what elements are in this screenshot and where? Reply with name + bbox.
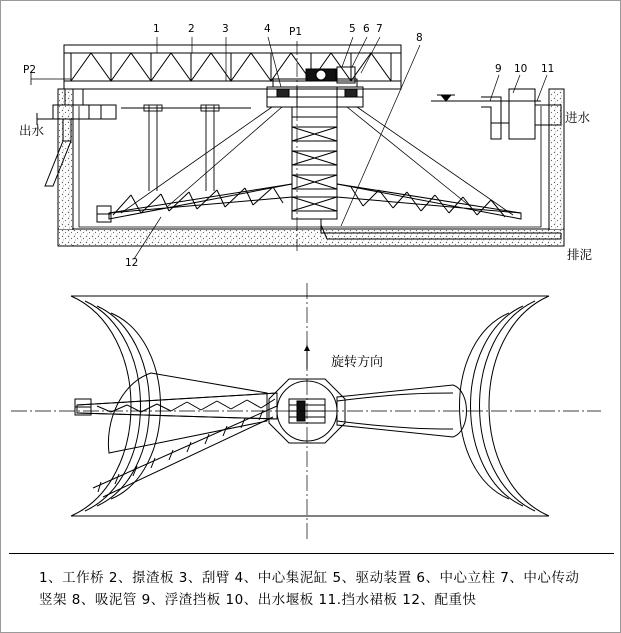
callout-6: 6: [363, 23, 370, 35]
callout-11: 11: [541, 63, 555, 75]
callout-8: 8: [416, 32, 423, 44]
label-outlet-water: 出水: [19, 123, 45, 138]
caption-divider: [9, 553, 614, 554]
callout-7: 7: [376, 23, 383, 35]
callout-leaders: [134, 37, 547, 259]
center-sludge-column: [292, 107, 337, 219]
axis-p2: [31, 73, 71, 85]
stay-cables: [121, 107, 513, 215]
callout-5: 5: [349, 23, 356, 35]
counterweight-detail: [97, 206, 111, 222]
callout-2: 2: [188, 23, 195, 35]
rotation-direction-label: 旋转方向: [331, 355, 384, 370]
concrete-hatch-fill: [59, 90, 563, 245]
engineering-drawing: [1, 1, 621, 633]
central-drive-assembly: [267, 67, 363, 107]
inlet-structure: [431, 89, 561, 139]
label-sludge-discharge: 排泥: [567, 247, 593, 262]
plan-left-wing: [108, 373, 267, 453]
outlet-headworks: [37, 89, 116, 186]
hanger-rods: [121, 105, 251, 191]
tank-section-walls: [58, 89, 564, 246]
callout-4: 4: [264, 23, 271, 35]
label-inlet-water: 进水: [565, 110, 591, 125]
axis-label-p2: P2: [23, 64, 37, 76]
plan-basin-outline: [71, 296, 549, 516]
scraper-arm-truss-left: [109, 184, 292, 219]
callout-10: 10: [514, 63, 528, 75]
callout-9: 9: [495, 63, 502, 75]
elevation-view: [19, 23, 593, 269]
callout-1: 1: [153, 23, 160, 35]
plan-scraper-arm: [75, 393, 277, 419]
callout-12: 12: [125, 257, 139, 269]
plan-blade-arm: [93, 406, 277, 497]
legend-line-2: 竖架 8、吸泥管 9、浮渣挡板 10、出水堰板 11.挡水裙板 12、配重快: [39, 592, 477, 608]
callout-3: 3: [222, 23, 229, 35]
axis-label-p1: P1: [289, 26, 303, 38]
legend-line-1: 1、工作桥 2、撔渣板 3、刮臂 4、中心集泥缸 5、驱动装置 6、中心立柱 7、中心传动: [39, 570, 580, 586]
plan-view: [11, 283, 601, 541]
legend-caption: [1, 561, 621, 611]
